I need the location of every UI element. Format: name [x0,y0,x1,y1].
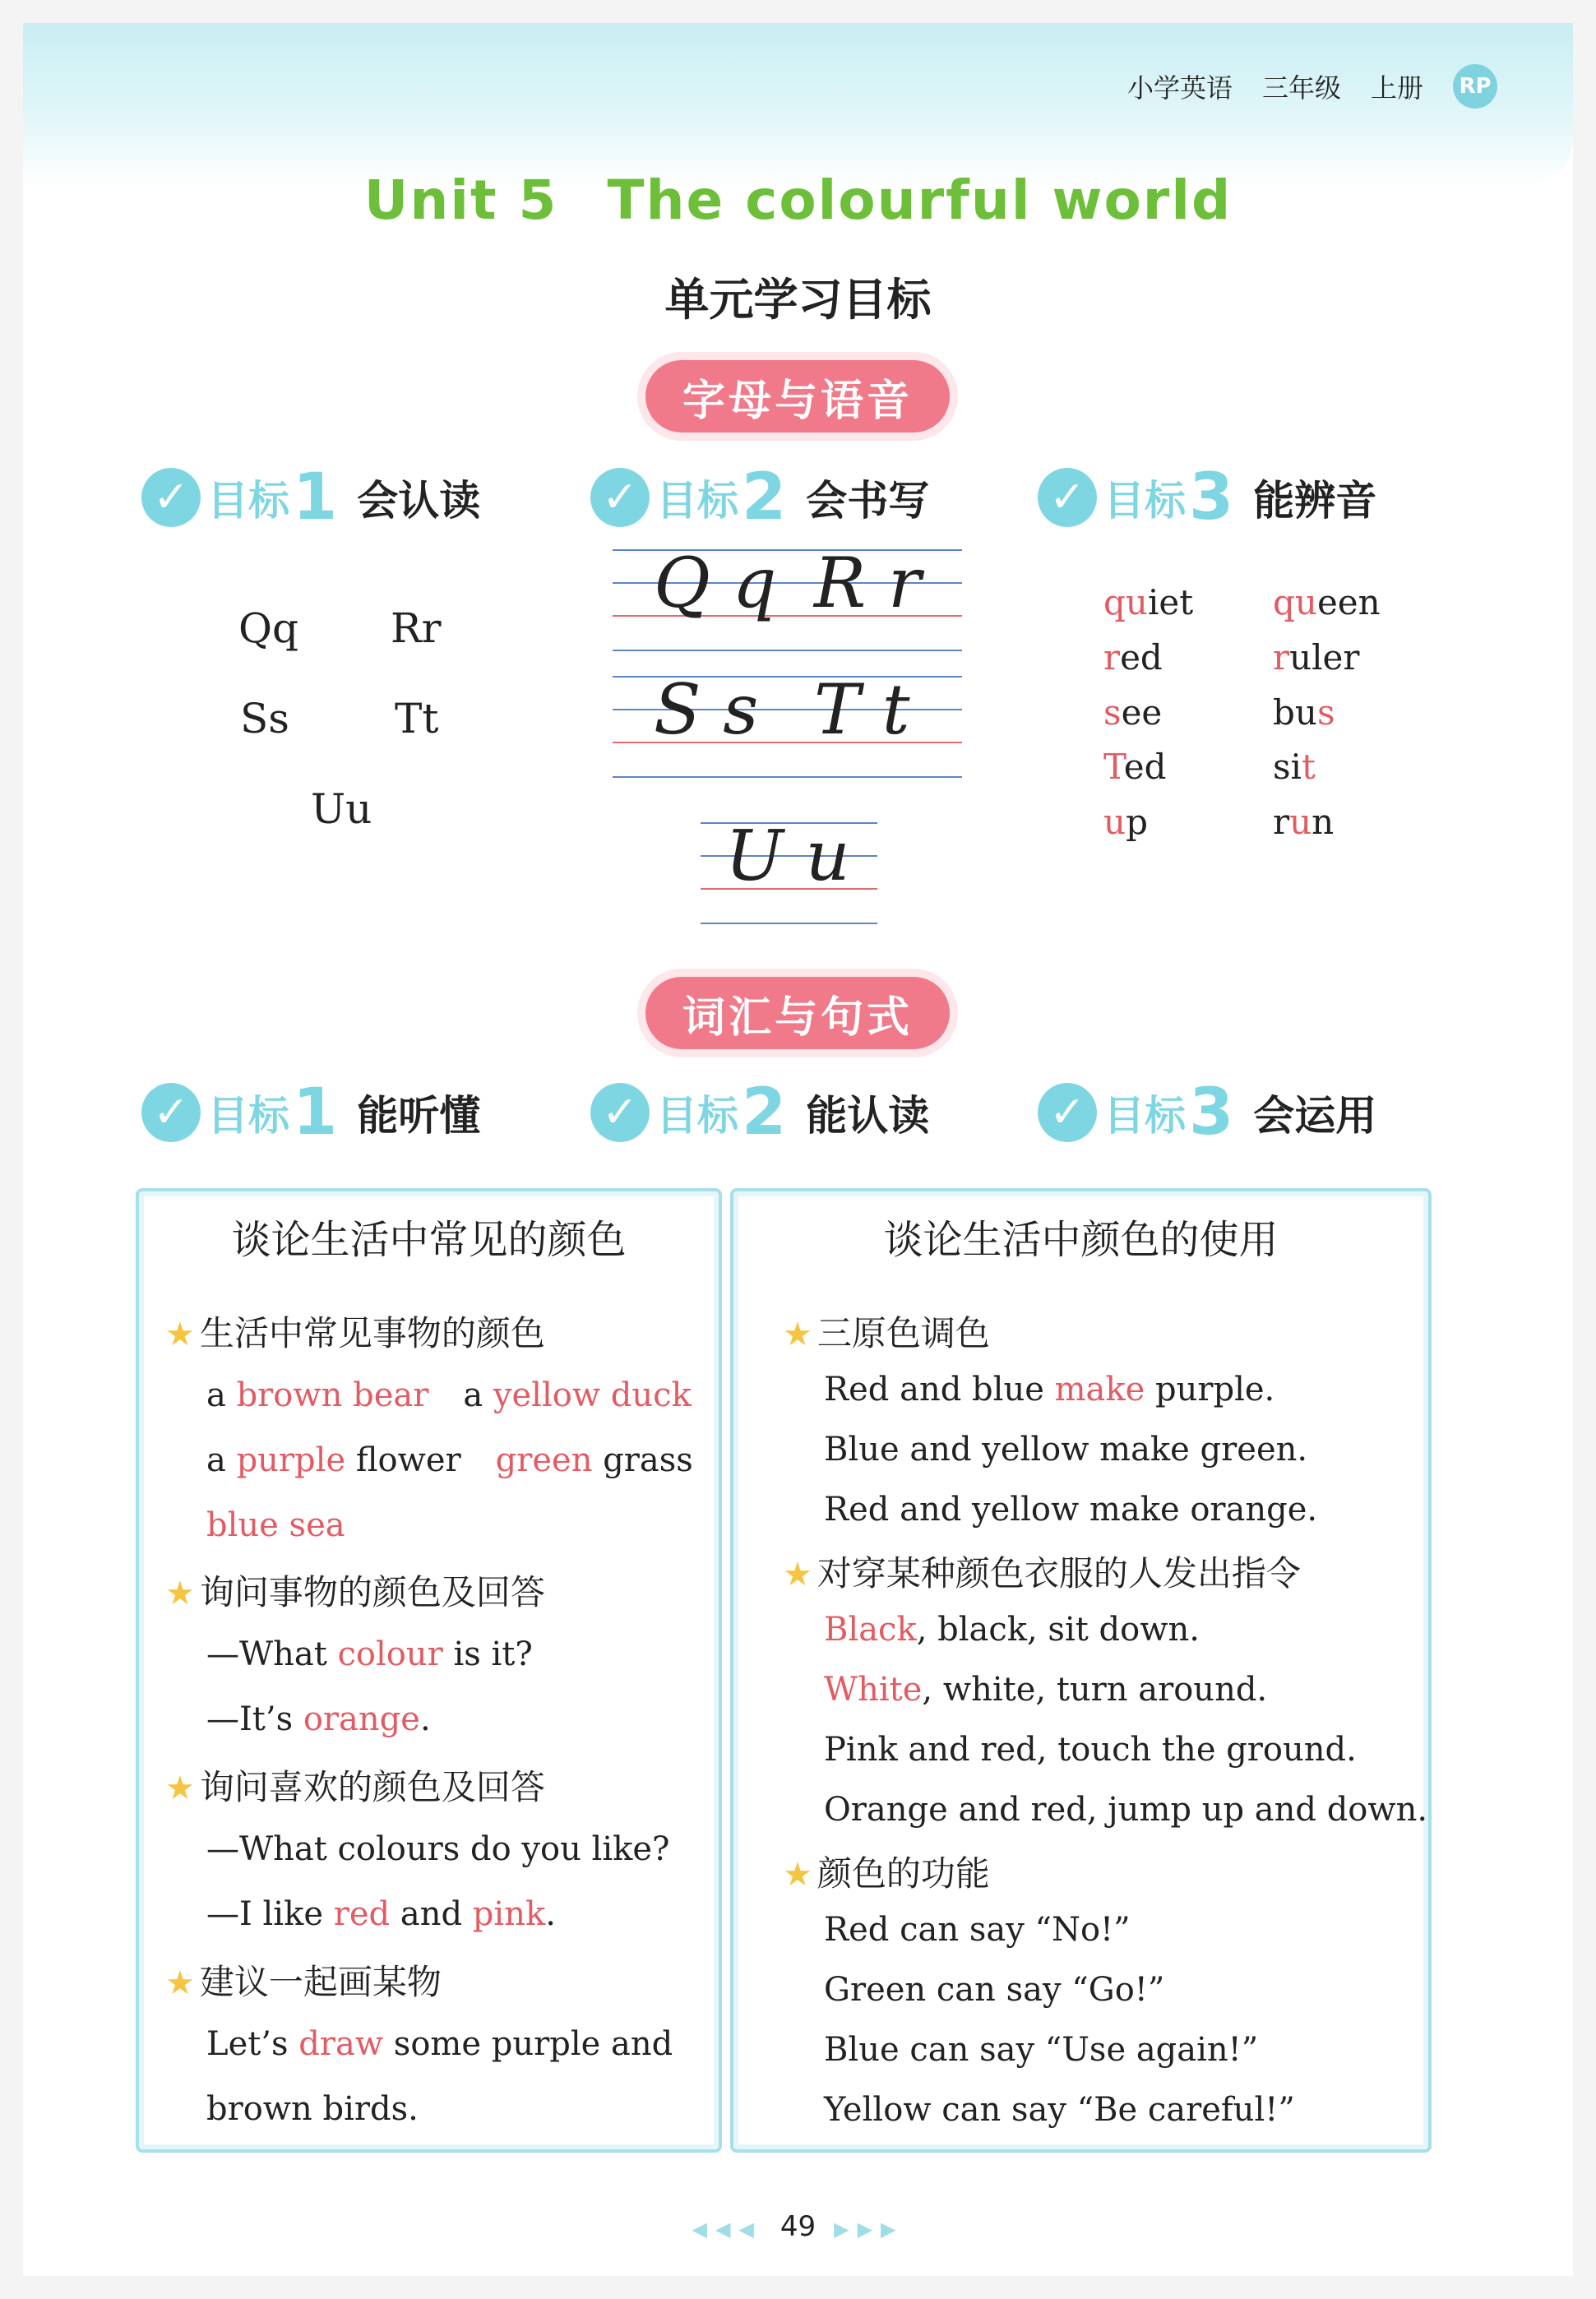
goals-heading: 单元学习目标 [664,274,932,326]
sentence-line: brown birds. [206,2090,419,2128]
check-icon: ✓ [141,468,201,527]
goal-2-phonics: ✓ 目标 2 会书写 [590,460,929,534]
panel-colour-uses [730,1188,1432,2153]
sentence-line: Red and blue make purple. [824,1371,1275,1409]
sentence-line: Red and yellow make orange. [824,1491,1318,1529]
phonics-word: red [1103,637,1163,678]
writing-qq: Q q [654,543,777,623]
star-icon: ★ [165,1964,195,2002]
sentence-line: Let’s draw some purple and [206,2025,673,2063]
check-icon: ✓ [141,1083,201,1142]
phonics-word: ruler [1273,637,1360,678]
goal-1-vocab: ✓ 目标 1 能听懂 [141,1075,480,1150]
phonics-word: sit [1273,747,1316,787]
unit-title [0,169,1596,232]
chant-line: White, white, turn around. [824,1671,1268,1709]
phrase-line: a brown bear a yellow duck [206,1376,692,1414]
dialogue-line: —What colours do you like? [206,1830,670,1868]
unit-number: Unit 5 [363,169,558,232]
star-icon: ★ [165,1316,195,1353]
star-icon: ★ [783,1316,812,1353]
panel-title: 谈论生活中颜色的使用 [883,1217,1279,1263]
writing-lines-qr [613,543,962,656]
goal-3-vocab: ✓ 目标 3 会运用 [1038,1075,1376,1150]
right-arrows-icon: ▶▶▶ [834,2218,904,2241]
publisher-badge: RP [1453,64,1497,109]
letter-pair: Ss [240,695,289,742]
writing-lines-u [701,816,877,929]
phonics-word: Ted [1103,747,1167,787]
phrase-line: blue sea [206,1506,345,1544]
sentence-line: Yellow can say “Be careful!” [824,2091,1295,2129]
grade: 三年级 [1261,72,1341,104]
check-icon: ✓ [1038,468,1097,527]
left-arrows-icon: ◀◀◀ [692,2218,762,2241]
phonics-word: see [1103,692,1163,733]
star-icon: ★ [783,1556,812,1594]
phonics-word: bus [1273,692,1335,733]
check-icon: ✓ [1038,1083,1097,1142]
topic-heading: ★ 颜色的功能 [783,1853,990,1894]
volume: 上册 [1370,72,1423,104]
topic-heading: ★ 询问喜欢的颜色及回答 [165,1767,545,1807]
dialogue-line: —It’s orange. [206,1700,431,1738]
check-icon: ✓ [590,468,650,527]
book-info [1127,64,1497,109]
letter-pair: Qq [238,604,298,652]
chant-line: Orange and red, jump up and down. [824,1791,1428,1829]
dialogue-line: —I like red and pink. [206,1895,556,1933]
sentence-line: Red can say “No!” [824,1911,1131,1949]
unit-name: The colourful world [607,169,1233,232]
chant-line: Pink and red, touch the ground. [824,1731,1357,1769]
sentence-line: Green can say “Go!” [824,1971,1165,2009]
star-icon: ★ [165,1769,195,1807]
panel-common-colours [136,1188,722,2153]
goal-3-phonics: ✓ 目标 3 能辨音 [1038,460,1376,534]
check-icon: ✓ [590,1083,650,1142]
writing-lines-st [613,669,962,783]
star-icon: ★ [783,1856,812,1894]
sentence-line: Blue can say “Use again!” [824,2031,1259,2069]
section-pill-phonics: 字母与语音 [645,360,950,433]
topic-heading: ★ 对穿某种颜色衣服的人发出指令 [783,1553,1301,1594]
writing-ss: S s [654,669,759,750]
writing-rr: R r [814,543,922,623]
phonics-word: quiet [1103,582,1194,622]
goal-1-phonics: ✓ 目标 1 会认读 [141,460,480,534]
phrase-line: a purple flower green grass [206,1441,693,1479]
letter-pair: Tt [395,695,439,742]
phonics-word: queen [1273,582,1381,622]
page-number: ◀◀◀ 49 ▶▶▶ [692,2210,904,2243]
panel-title: 谈论生活中常见的颜色 [231,1217,627,1263]
letter-pair: Rr [391,604,442,652]
dialogue-line: —What colour is it? [206,1635,533,1673]
writing-uu: U u [725,816,850,896]
topic-heading: ★ 三原色调色 [783,1313,990,1353]
topic-heading: ★ 询问事物的颜色及回答 [165,1572,545,1612]
chant-line: Black, black, sit down. [824,1611,1200,1649]
subject: 小学英语 [1126,72,1233,104]
phonics-word: run [1273,802,1335,842]
writing-tt: T t [814,669,910,750]
section-pill-vocabulary: 词汇与句式 [645,977,950,1049]
letter-pair: Uu [311,785,372,833]
phonics-word: up [1103,802,1148,842]
sentence-line: Blue and yellow make green. [824,1431,1308,1469]
star-icon: ★ [165,1575,195,1612]
goal-2-vocab: ✓ 目标 2 能认读 [590,1075,929,1150]
topic-heading: ★ 生活中常见事物的颜色 [165,1313,545,1353]
topic-heading: ★ 建议一起画某物 [165,1962,442,2002]
